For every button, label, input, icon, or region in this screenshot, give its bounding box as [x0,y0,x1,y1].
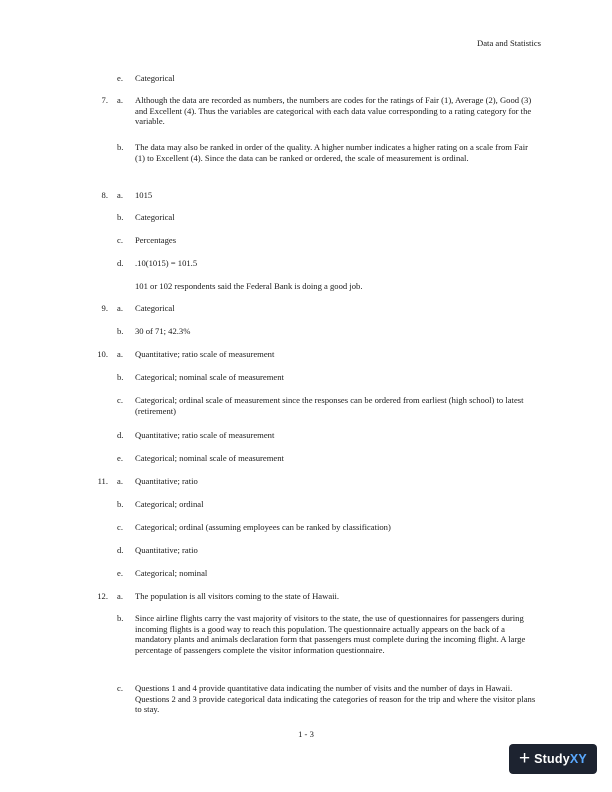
page-number: 1 - 3 [298,729,314,739]
answer-text: 101 or 102 respondents said the Federal Bank is doing a good job. [135,281,363,291]
answer-text: Since airline flights carry the vast majority of visitors to the state, the use of questionnaires for passengers during incoming flights is a good way to reach this population. The questionnaire actually appears on the back of a mandatory plants and animals declaration form that passengers must complete during the incoming flight. A large percentage of passengers complete the visitor information questionnaire. [135,613,526,655]
part-letter: a. [117,190,123,200]
answer-text: Categorical; nominal scale of measurement [135,453,284,463]
answer-text: Questions 1 and 4 provide quantitative data indicating the number of visits and the number of days in Hawaii. Questions 2 and 3 provide categorical data indicating the categories of reason for the trip and where the visitor plans to stay. [135,683,536,715]
part-letter: a. [117,349,123,359]
answer-text: Categorical; ordinal (assuming employees can be ranked by classification) [135,522,391,532]
answer-text: Categorical [135,212,175,222]
answer-text: Categorical; ordinal scale of measurement since the responses can be ordered from earliest (high school) to latest (retirement) [135,395,524,416]
answer-text: 1015 [135,190,153,200]
answer-text: The population is all visitors coming to the state of Hawaii. [135,591,340,601]
part-letter: b. [117,499,124,509]
answer-text: Categorical; nominal scale of measurement [135,372,284,382]
answer-text: Percentages [135,235,177,245]
part-letter: a. [117,303,123,313]
part-letter: d. [117,430,124,440]
part-letter: d. [117,545,124,555]
answer-text: Categorical [135,73,175,83]
answer-text: 30 of 71; 42.3% [135,326,191,336]
part-letter: b. [117,142,124,152]
part-letter: c. [117,522,123,532]
plus-icon: + [519,747,531,769]
question-number: 10. [97,349,108,359]
question-number: 9. [101,303,108,313]
answer-text: Quantitative; ratio scale of measurement [135,349,275,359]
part-letter: c. [117,235,123,245]
question-number: 7. [101,95,108,105]
part-letter: b. [117,212,124,222]
part-letter: e. [117,73,123,83]
part-letter: c. [117,683,123,693]
brand-wordmark: StudyXY [534,751,587,766]
part-letter: b. [117,372,124,382]
answer-text: Although the data are recorded as numbers, the numbers are codes for the ratings of Fair (1), Average (2), Good (3) and Excellent (4). Thus the variables are categorical with each data value corresponding to a rating category for the variable. [135,95,532,127]
part-letter: c. [117,395,123,405]
answer-text: Quantitative; ratio [135,476,198,486]
part-letter: a. [117,95,123,105]
answer-text: Categorical; ordinal [135,499,204,509]
part-letter: b. [117,613,124,623]
part-letter: a. [117,476,123,486]
part-letter: a. [117,591,123,601]
answer-text: The data may also be ranked in order of the quality. A higher number indicates a higher rating on a scale from Fair (1) to Excellent (4). Since the data can be ranked or ordered, the scale of measurement is ordinal. [135,142,528,163]
part-letter: e. [117,568,123,578]
part-letter: d. [117,258,124,268]
part-letter: b. [117,326,124,336]
question-number: 12. [97,591,108,601]
answer-text: .10(1015) = 101.5 [135,258,198,268]
answer-text: Quantitative; ratio [135,545,198,555]
studyxy-badge[interactable] [509,744,597,774]
answer-text: Categorical [135,303,175,313]
answer-text: Quantitative; ratio scale of measurement [135,430,275,440]
part-letter: e. [117,453,123,463]
question-number: 11. [97,476,108,486]
question-number: 8. [101,190,108,200]
answer-text: Categorical; nominal [135,568,208,578]
running-header: Data and Statistics [477,38,541,48]
